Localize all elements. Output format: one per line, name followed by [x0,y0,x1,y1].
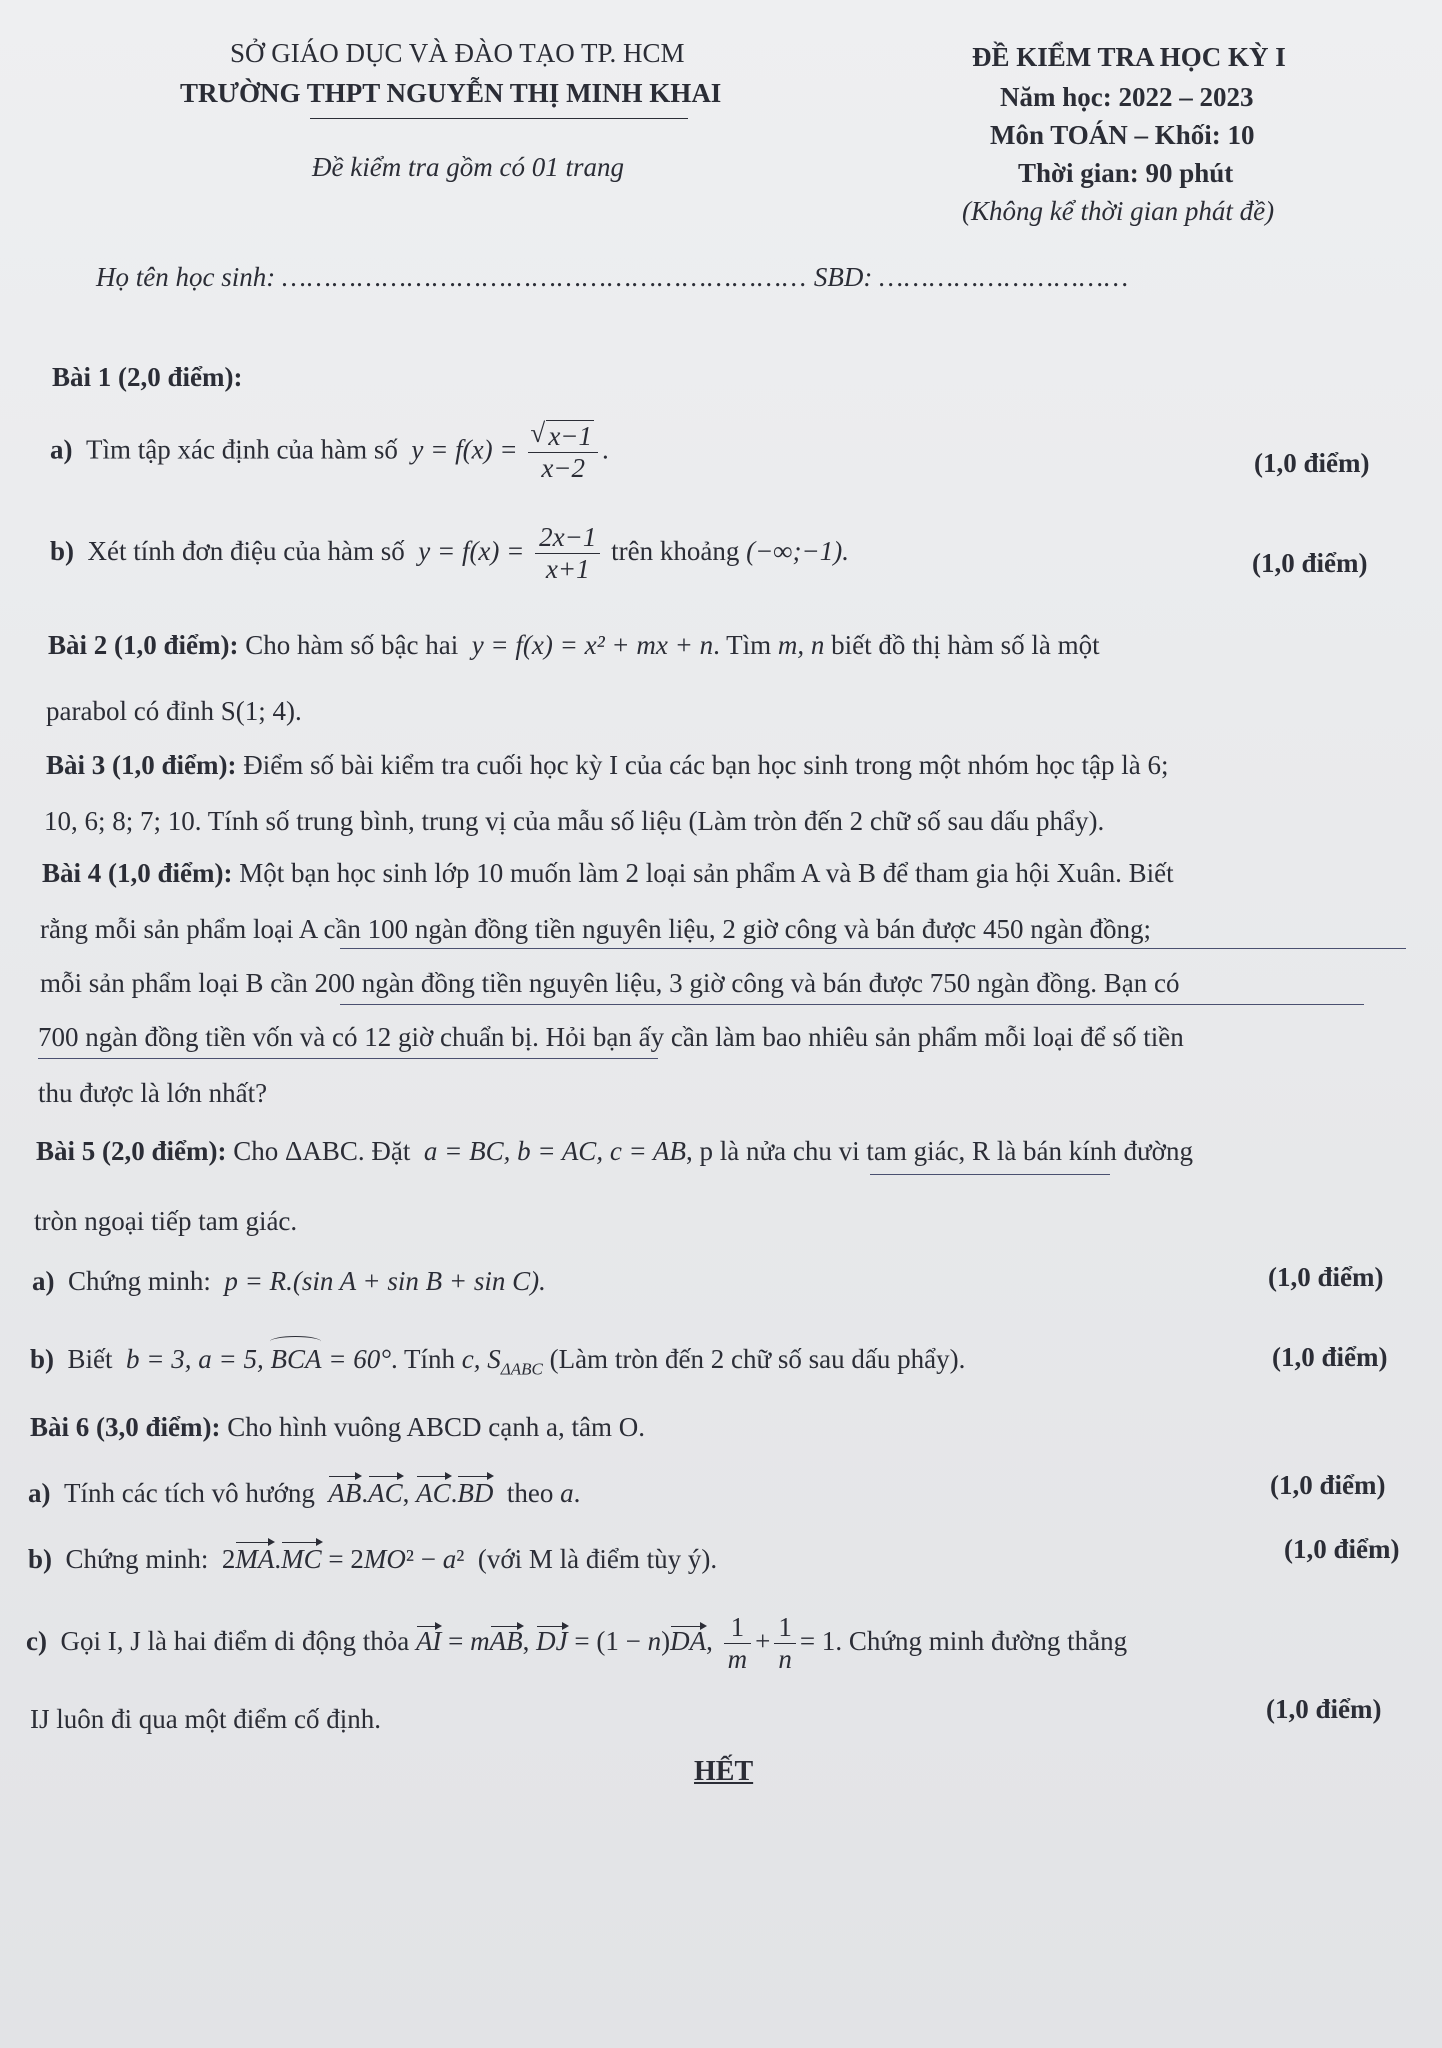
bai5-b-text3: (Làm tròn đến 2 chữ số sau dấu phẩy). [549,1344,966,1374]
bai2-text3: biết đồ thị hàm số là một [831,630,1100,660]
bai2-unknowns: m, n [777,630,825,660]
bai4-text1: Một bạn học sinh lớp 10 muốn làm 2 loại sản phẩm A và B để tham gia hội Xuân. Biết [239,858,1174,888]
bai1-b-fraction: $\frac{2x-1}{x+1}$ [535,522,600,585]
bai3-text1: Điểm số bài kiểm tra cuối học kỳ I của các bạn học sinh trong một nhóm học tập là 6; [243,750,1169,780]
bai4-line3-underline [340,1004,1364,1005]
bai1-b-formula: y = f(x) = [418,535,525,566]
bai5-b-points: (1,0 điểm) [1272,1342,1388,1372]
bai6-a-text2: theo [506,1478,554,1508]
subject-grade: Môn TOÁN – Khối: 10 [990,120,1255,150]
bai5-underline [870,1174,1110,1175]
bai5-b-text2: . Tính [391,1344,456,1374]
sbd-dots: ………………………… [879,262,1130,292]
bai5-title: Bài 5 (2,0 điểm): [36,1136,227,1166]
student-name-label: Họ tên học sinh: [96,262,276,292]
exam-title: ĐỀ KIỂM TRA HỌC KỲ I [972,42,1286,72]
school-year: Năm học: 2022 – 2023 [1000,82,1254,112]
bai5-text1: Cho ΔABC. Đặt [233,1136,411,1166]
exam-duration: Thời gian: 90 phút [1018,158,1234,188]
bai5-a-formula: p = R.(sin A + sin B + sin C). [224,1266,546,1296]
bai4-line4: 700 ngàn đồng tiền vốn và có 12 giờ chuẩn bị. Hỏi bạn ấy cần làm bao nhiêu sản phẩm mỗi loại để số tiền [38,1022,1184,1052]
bai3-line2: 10, 6; 8; 7; 10. Tính số trung bình, trung vị của mẫu số liệu (Làm tròn đến 2 chữ số sau dấu phẩy). [44,806,1105,836]
bai1-a-formula: y = f(x) = [411,434,518,465]
bai5-notation: a = BC, b = AC, c = AB [423,1136,687,1166]
bai4-line5: thu được là lớn nhất? [38,1078,268,1108]
bai6-a-points: (1,0 điểm) [1270,1470,1386,1500]
bai6-c-text: Gọi I, J là hai điểm di động thỏa [60,1625,410,1656]
bai5-a-text: Chứng minh: [68,1266,211,1296]
sbd-label: SBD: [813,262,873,292]
bai6-c-points: (1,0 điểm) [1266,1694,1382,1724]
bai6-a-text: Tính các tích vô hướng [64,1478,315,1508]
bai4-line2: rằng mỗi sản phẩm loại A cần 100 ngàn đồng tiền nguyên liệu, 2 giờ công và bán được 450 ngàn đồng; [40,914,1151,944]
bai6-c-frac-n: $\frac{1}{n}$ [774,1612,796,1675]
bai6-part-c: c) Gọi I, J là hai điểm di động thỏa AI = mAB, DJ = (1 − n)DA, $\frac{1}{m}$ + $\frac{1}{n}$ = 1. Chứng minh đường thẳng [26,1612,1128,1675]
bai6-b-text2: (với M là điểm tùy ý). [477,1544,718,1574]
bai1-a-points: (1,0 điểm) [1254,448,1370,478]
bai4-line2-underline [340,948,1406,949]
pages-note: Đề kiểm tra gồm có 01 trang [312,152,624,182]
bai1-title: Bài 1 (2,0 điểm): [52,362,243,392]
student-name-field [96,262,1129,293]
bai4-line4-underline [38,1058,658,1059]
bai6-part-b [28,1544,717,1575]
end-mark: HẾT [694,1756,754,1787]
bai5-part-b [30,1344,965,1379]
bai6-a-vectors: AB.AC, AC.BD [328,1478,494,1508]
bai2-title: Bài 2 (1,0 điểm): [48,630,239,660]
bai1-a-label: a) [50,434,73,465]
school-name: TRƯỜNG THPT NGUYỄN THỊ MINH KHAI [180,78,722,108]
bai6-a-label: a) [28,1478,51,1508]
bai5-b-label: b) [30,1344,55,1374]
bai4-line1 [42,858,1174,889]
bai5-a-points: (1,0 điểm) [1268,1262,1384,1292]
bai3-line1 [46,750,1169,781]
department-name: SỞ GIÁO DỤC VÀ ĐÀO TẠO TP. HCM [230,38,685,68]
bai6-c-line2: IJ luôn đi qua một điểm cố định. [30,1704,381,1734]
school-underline [310,118,688,119]
bai3-title: Bài 3 (1,0 điểm): [46,750,237,780]
bai5-b-text: Biết [67,1344,113,1374]
bai6-c-label: c) [26,1625,47,1656]
bai1-a-text: Tìm tập xác định của hàm số [86,434,398,465]
bai1-b-points: (1,0 điểm) [1252,548,1368,578]
bai6-line1 [30,1412,645,1443]
student-name-dots: ……………………………………………………… [281,262,808,292]
bai2-text1: Cho hàm số bậc hai [245,630,459,660]
bai6-b-formula: 2MA.MC = 2MO² − a² [221,1544,465,1574]
bai6-title: Bài 6 (3,0 điểm): [30,1412,221,1442]
bai1-part-a: a) Tìm tập xác định của hàm số y = f(x) = √ $\frac{x-1}{x-2}$ . [50,420,609,484]
bai6-text1: Cho hình vuông ABCD cạnh a, tâm O. [227,1412,645,1442]
bai2-text2: . Tìm [713,630,772,660]
bai1-b-text: Xét tính đơn điệu của hàm số [87,535,405,566]
bai6-c-formula: AI = mAB, DJ = (1 − n)DA, [415,1625,713,1656]
bai5-b-unknowns: c, $S_{\Delta ABC}$ [461,1344,543,1379]
bai2-line1 [48,630,1100,661]
bai6-c-frac-m: $\frac{1}{m}$ [724,1612,752,1675]
bai5-text2: , p là nửa chu vi tam giác, R là bán kính đường [686,1136,1193,1166]
bai2-line2: parabol có đỉnh S(1; 4). [46,696,302,726]
bai5-line2: tròn ngoại tiếp tam giác. [34,1206,298,1236]
bai6-part-a: a) Tính các tích vô hướng AB.AC, AC.BD theo a. [28,1478,581,1508]
bai1-b-label: b) [50,535,75,566]
bai6-b-label: b) [28,1544,53,1574]
bai2-formula: y = f(x) = x² + mx + n [471,630,714,660]
bai1-part-b [50,522,849,585]
bai6-b-text: Chứng minh: [65,1544,209,1574]
bai1-a-fraction: √ $\frac{x-1}{x-2}$ [528,420,598,484]
bai1-b-interval-text: trên khoảng [611,535,740,566]
bai5-part-a [32,1266,546,1297]
bai6-c-text2: . Chứng minh đường thẳng [835,1625,1128,1656]
duration-note: (Không kể thời gian phát đề) [962,196,1275,226]
bai6-b-points: (1,0 điểm) [1284,1534,1400,1564]
bai5-line1 [36,1136,1193,1167]
bai5-b-given: b = 3, a = 5, BCA = 60° [126,1344,391,1374]
bai4-title: Bài 4 (1,0 điểm): [42,858,233,888]
bai1-b-interval: (−∞;−1). [746,535,849,566]
bai5-a-label: a) [32,1266,55,1296]
bai4-line3: mỗi sản phẩm loại B cần 200 ngàn đồng tiền nguyên liệu, 3 giờ công và bán được 750 ngàn đồng. Bạn có [40,968,1180,998]
